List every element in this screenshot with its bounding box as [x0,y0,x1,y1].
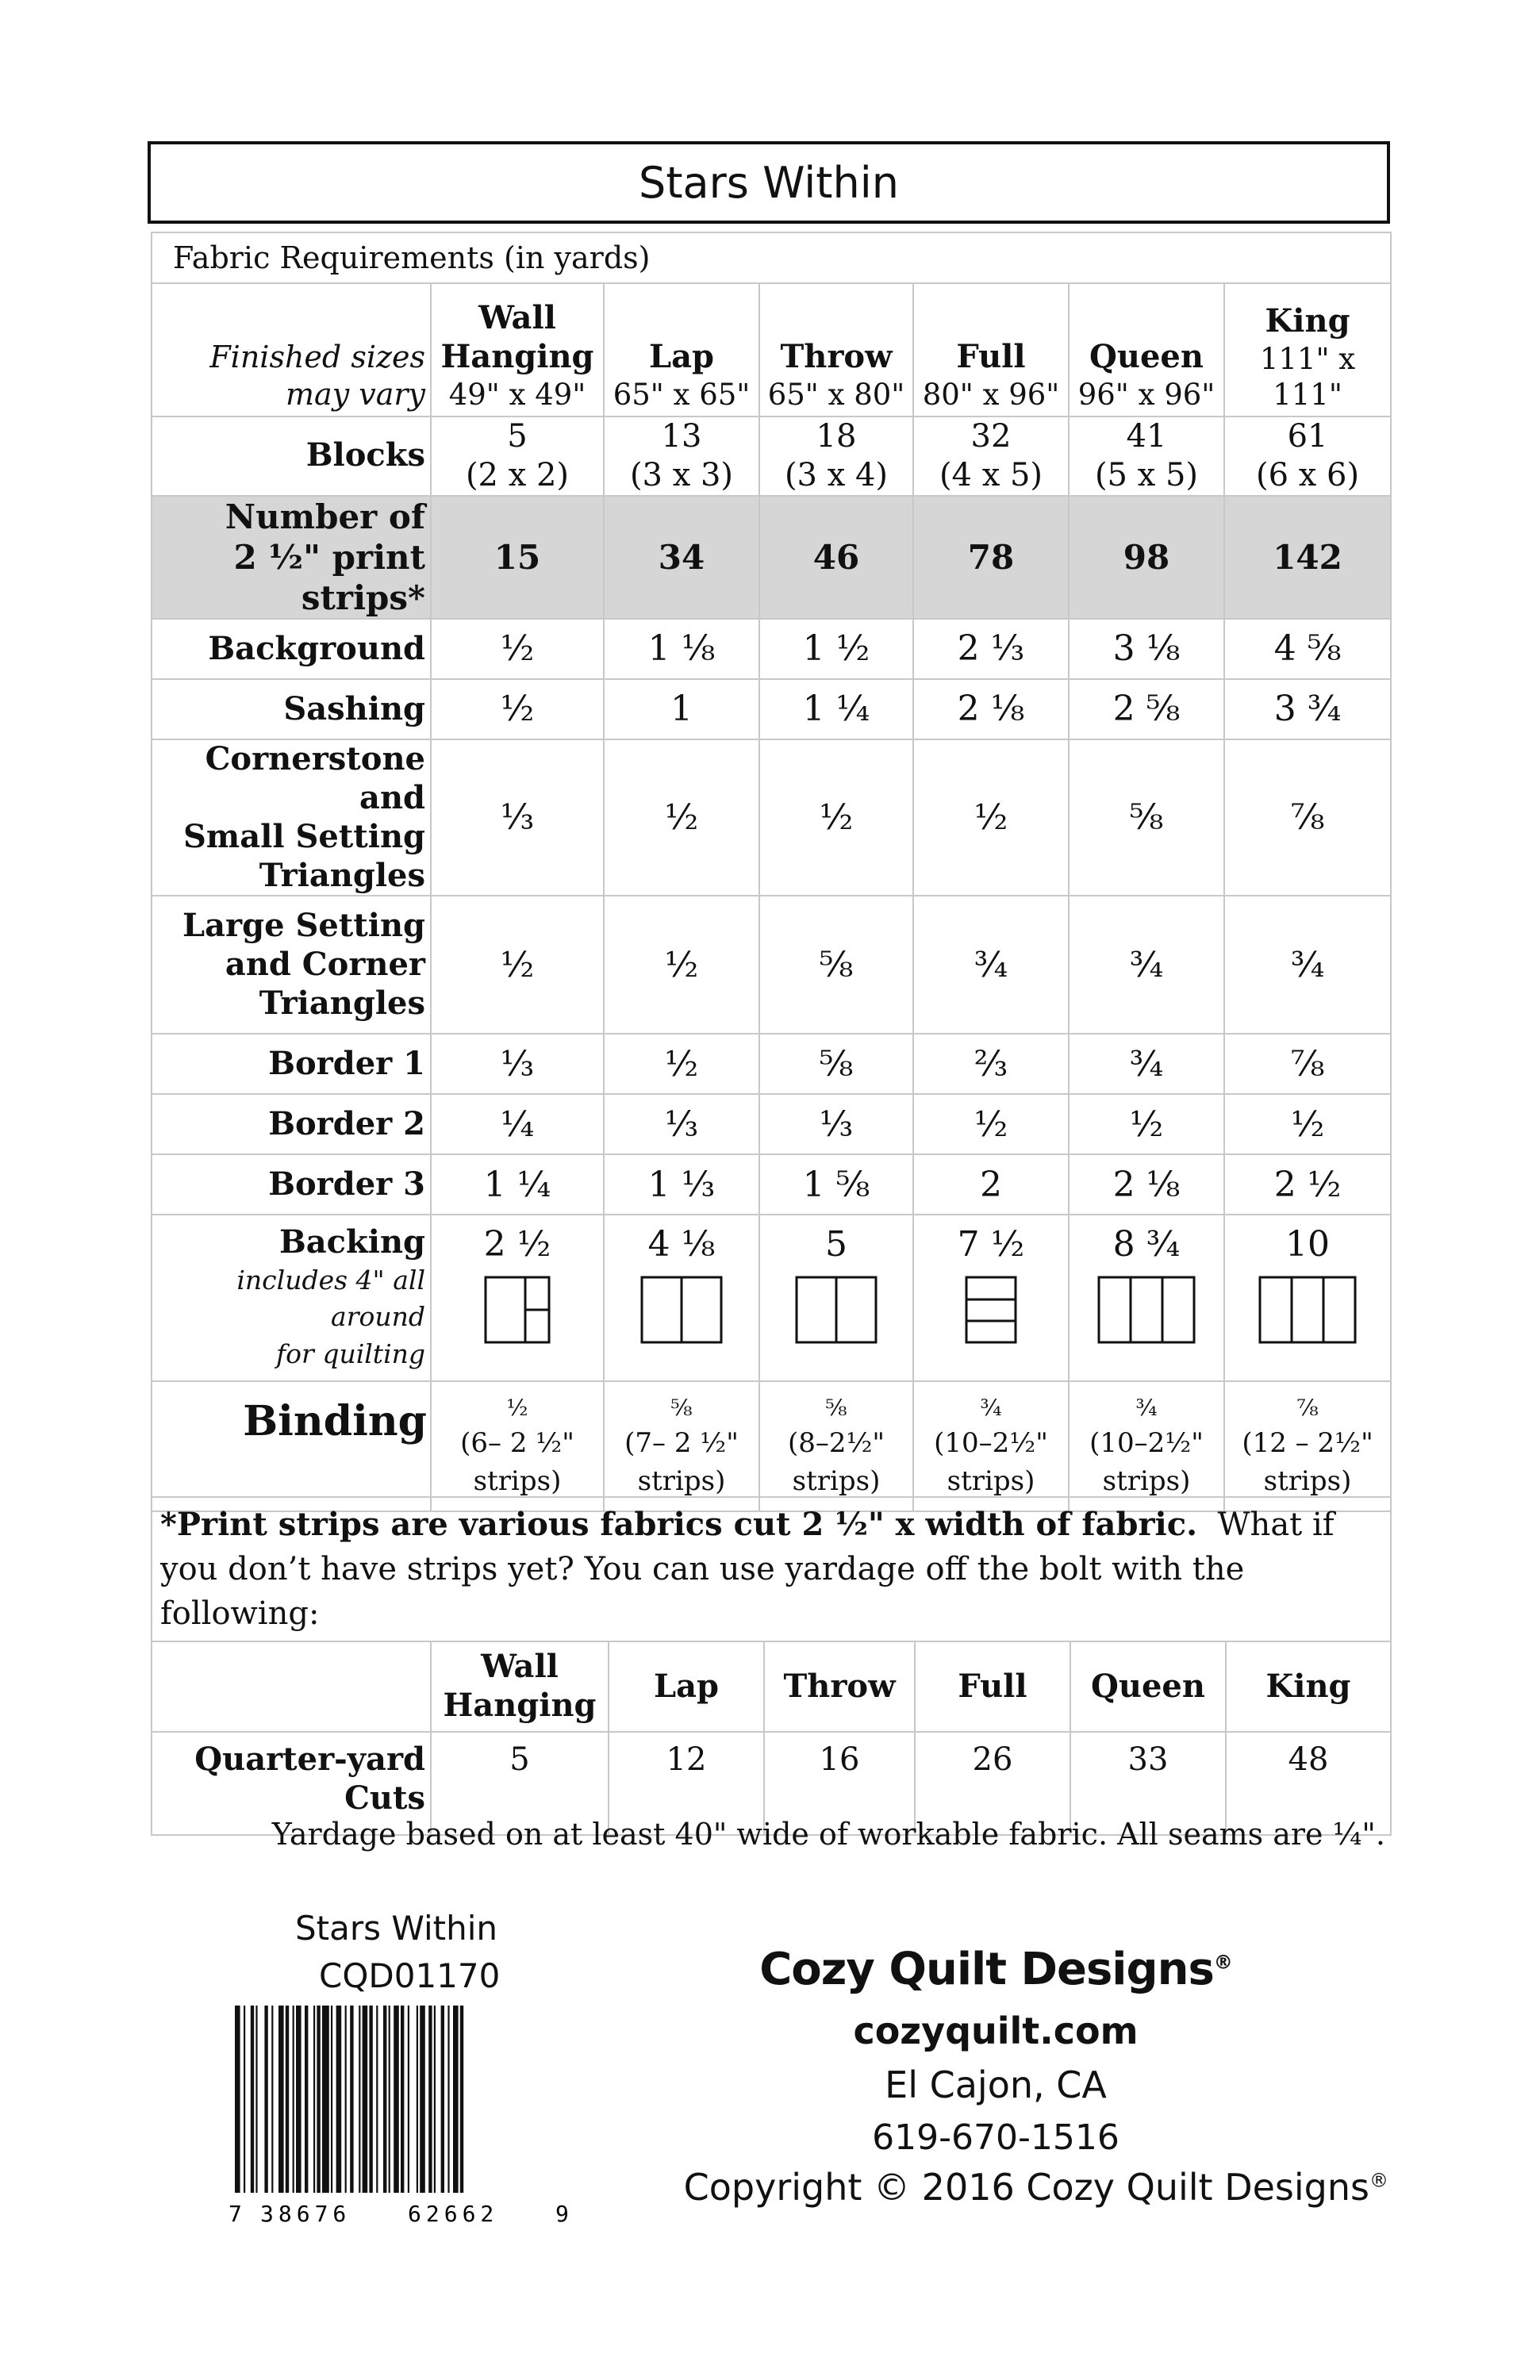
quarter-yard-label: Quarter-yard Cuts [152,1732,431,1835]
barcode-bar [359,2006,360,2220]
yardage-cell: 1 ⅛ [604,619,759,679]
quarter-header: Wall Hanging [431,1641,609,1732]
size-header: Full 80" x 96" [913,283,1069,416]
yardage-cell: ⅞ [1224,739,1391,896]
barcode-bar [447,2006,449,2220]
yardage-cell: ½ [431,896,604,1034]
backing-cell: 2 ½ [431,1215,604,1381]
print-strips-label: Number of 2 ½" print strips* [152,496,431,620]
backing-diagram-icon [640,1276,723,1344]
yardage-cell: ¾ [1069,896,1224,1034]
yardage-note: Yardage based on at least 40" wide of workable fabric. All seams are ¼". [271,1817,1385,1852]
barcode-bar [336,2006,342,2220]
yardage-cell: 1 ⅝ [759,1154,913,1215]
barcode-bar [453,2006,459,2220]
copyright: Copyright © 2016 Cozy Quilt Designs® [683,2166,1388,2209]
barcode-digit: 7 [229,2201,242,2227]
yardage-cell: ½ [431,679,604,739]
print-strips-footnote: *Print strips are various fabrics cut 2 ½" x width of fabric. What if you don’t have strips yet? You can use yardage off the bolt with the following: [152,1497,1391,1641]
quarter-cell: 16 [764,1732,915,1835]
print-strips-cell: 46 [759,496,913,620]
blocks-label: Blocks [152,416,431,496]
row-label: Border 1 [152,1034,431,1094]
backing-cell: 7 ½ [913,1215,1069,1381]
yardage-cell: ½ [604,1034,759,1094]
row-label: Border 2 [152,1094,431,1154]
barcode-bar [305,2006,308,2220]
yardage-cell: ⅓ [759,1094,913,1154]
company-phone: 619-670-1516 [872,2117,1119,2158]
yardage-cell: ½ [913,739,1069,896]
quarter-cell: 26 [915,1732,1070,1835]
quarter-header: Lap [609,1641,764,1732]
backing-label: Backing includes 4" all around for quilting [152,1215,431,1381]
size-header: Wall Hanging 49" x 49" [431,283,604,416]
size-header: King 111" x 111" [1224,283,1391,416]
product-name: Stars Within [295,1909,498,1948]
product-code: CQD01170 [319,1956,501,1995]
barcode-bar [244,2006,245,2220]
empty-header-cell [152,1641,431,1732]
barcode-bar [394,2006,399,2220]
quarter-cell: 48 [1226,1732,1391,1835]
yardage-cell: 2 ⅝ [1069,679,1224,739]
barcode-digit: 62662 [408,2201,499,2227]
finished-sizes-note: Finished sizes may vary [152,283,431,416]
barcode-bar [434,2006,436,2220]
barcode-bar [345,2006,347,2220]
fabric-requirements-table [151,232,1392,1512]
quarter-header: Throw [764,1641,915,1732]
yardage-cell: ⅝ [759,1034,913,1094]
barcode-bars [235,2006,463,2220]
binding-cell: ⅝ (7– 2 ½" strips) [604,1381,759,1511]
barcode-bar [235,2006,240,2220]
size-header: Throw 65" x 80" [759,283,913,416]
barcode [229,2006,570,2228]
yardage-cell: 2 [913,1154,1069,1215]
page-title: Stars Within [148,141,1390,224]
company-website: cozyquilt.com [853,2010,1139,2052]
yardage-cell: ½ [1069,1094,1224,1154]
barcode-bar [264,2006,267,2220]
blocks-cell: 32 (4 x 5) [913,416,1069,496]
backing-cell: 4 ⅛ [604,1215,759,1381]
backing-diagram-icon [795,1276,878,1344]
barcode-bar [255,2006,257,2220]
quarter-yard-table [151,1496,1392,1836]
quarter-header: Full [915,1641,1070,1732]
binding-label: Binding [152,1381,431,1511]
barcode-bar [376,2006,378,2220]
barcode-digit: 38676 [260,2201,351,2227]
yardage-cell: ¼ [431,1094,604,1154]
yardage-cell: 3 ⅛ [1069,619,1224,679]
yardage-cell: 2 ⅛ [913,679,1069,739]
binding-cell: ½ (6– 2 ½" strips) [431,1381,604,1511]
backing-cell: 5 [759,1215,913,1381]
yardage-cell: 2 ½ [1224,1154,1391,1215]
size-header: Lap 65" x 65" [604,283,759,416]
row-label: Background [152,619,431,679]
yardage-cell: 1 ¼ [431,1154,604,1215]
blocks-cell: 61 (6 x 6) [1224,416,1391,496]
barcode-bar [322,2006,329,2220]
backing-cell: 8 ¾ [1069,1215,1224,1381]
barcode-bar [278,2006,284,2220]
company-info [603,1944,1388,2209]
barcode-bar [313,2006,315,2220]
barcode-bar [383,2006,386,2220]
print-strips-cell: 78 [913,496,1069,620]
barcode-bar [401,2006,404,2220]
barcode-bar [251,2006,254,2220]
print-strips-cell: 98 [1069,496,1224,620]
backing-diagram-icon [484,1276,551,1344]
print-strips-cell: 34 [604,496,759,620]
yardage-cell: ⅝ [759,896,913,1034]
yardage-cell: ½ [913,1094,1069,1154]
barcode-digit: 9 [555,2201,569,2227]
barcode-bar [441,2006,444,2220]
quarter-header: Queen [1070,1641,1226,1732]
row-label: Large Setting and Corner Triangles [152,896,431,1034]
yardage-cell: ⅔ [913,1034,1069,1094]
barcode-bar [296,2006,301,2220]
binding-cell: ⅝ (8–2½" strips) [759,1381,913,1511]
blocks-cell: 5 (2 x 2) [431,416,604,496]
yardage-cell: ⅓ [604,1094,759,1154]
yardage-cell: 4 ⅝ [1224,619,1391,679]
blocks-cell: 13 (3 x 3) [604,416,759,496]
yardage-cell: 3 ¾ [1224,679,1391,739]
blocks-cell: 18 (3 x 4) [759,416,913,496]
yardage-cell: 1 ½ [759,619,913,679]
row-label: Border 3 [152,1154,431,1215]
barcode-bar [369,2006,372,2220]
quarter-header: King [1226,1641,1391,1732]
barcode-bar [350,2006,353,2220]
yardage-cell: ⅓ [431,739,604,896]
barcode-bar [420,2006,425,2220]
yardage-cell: ½ [604,739,759,896]
row-label: Sashing [152,679,431,739]
yardage-cell: 1 ¼ [759,679,913,739]
binding-cell: ¾ (10–2½" strips) [913,1381,1069,1511]
yardage-cell: 2 ⅛ [1069,1154,1224,1215]
yardage-cell: ¾ [1069,1034,1224,1094]
yardage-cell: ½ [759,739,913,896]
backing-diagram-icon [1258,1276,1357,1344]
barcode-bar [460,2006,463,2220]
yardage-cell: 2 ⅓ [913,619,1069,679]
backing-cell: 10 [1224,1215,1391,1381]
yardage-cell: ½ [604,896,759,1034]
barcode-bar [317,2006,320,2220]
yardage-cell: ¾ [1224,896,1391,1034]
backing-diagram-icon [965,1276,1017,1344]
barcode-bar [331,2006,332,2220]
barcode-bar [271,2006,273,2220]
yardage-cell: ½ [431,619,604,679]
barcode-bar [293,2006,294,2220]
yardage-cell: 1 ⅓ [604,1154,759,1215]
quarter-cell: 12 [609,1732,764,1835]
company-city: El Cajon, CA [885,2063,1107,2106]
size-header: Queen 96" x 96" [1069,283,1224,416]
barcode-bar [408,2006,409,2220]
company-name: Cozy Quilt Designs® [759,1944,1232,1995]
fabric-requirements-label: Fabric Requirements (in yards) [152,232,1391,283]
print-strips-cell: 15 [431,496,604,620]
row-label: Cornerstone and Small Setting Triangles [152,739,431,896]
barcode-bar [363,2006,368,2220]
yardage-cell: ¾ [913,896,1069,1034]
quarter-cell: 5 [431,1732,609,1835]
yardage-cell: ½ [1224,1094,1391,1154]
yardage-cell: ⅞ [1224,1034,1391,1094]
print-strips-cell: 142 [1224,496,1391,620]
barcode-bar [286,2006,289,2220]
yardage-cell: 1 [604,679,759,739]
barcode-bar [428,2006,432,2220]
quarter-cell: 33 [1070,1732,1226,1835]
yardage-cell: ⅓ [431,1034,604,1094]
backing-diagram-icon [1097,1276,1196,1344]
blocks-cell: 41 (5 x 5) [1069,416,1224,496]
yardage-cell: ⅝ [1069,739,1224,896]
binding-cell: ⅞ (12 – 2½" strips) [1224,1381,1391,1511]
barcode-bar [389,2006,390,2220]
binding-cell: ¾ (10–2½" strips) [1069,1381,1224,1511]
barcode-bar [417,2006,418,2220]
